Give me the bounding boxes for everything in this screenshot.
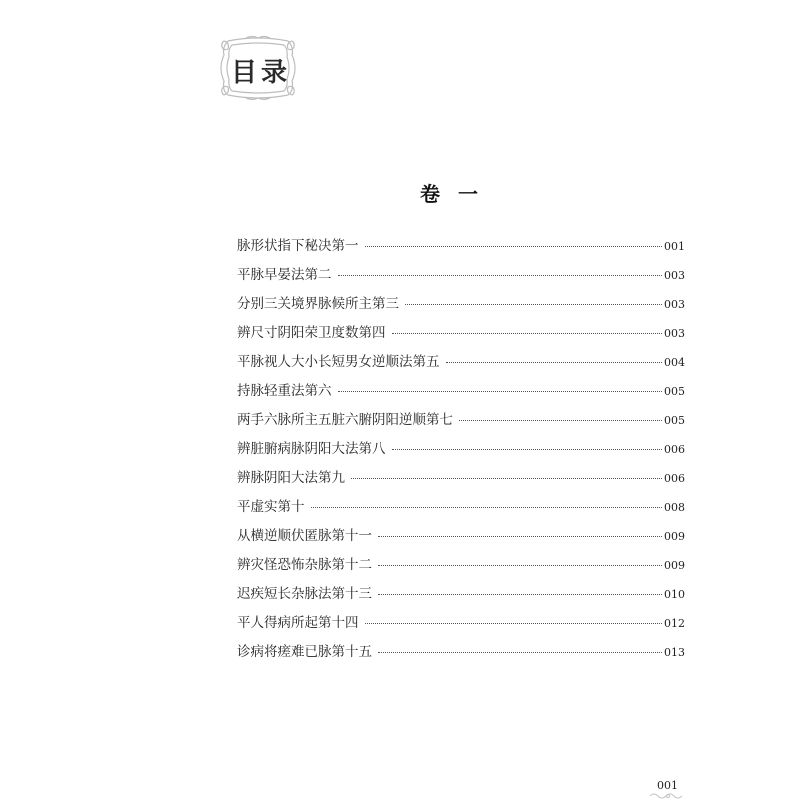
toc-entry[interactable] xyxy=(237,265,685,294)
toc-entry-page: 005 xyxy=(664,414,685,427)
dot-leader xyxy=(365,622,663,624)
dot-leader xyxy=(446,361,663,363)
toc-entry-page: 012 xyxy=(664,617,685,630)
toc-entry-page: 008 xyxy=(664,501,685,514)
toc-entry-page: 006 xyxy=(664,472,685,485)
toc-entry-title: 辨灾怪恐怖杂脉第十二 xyxy=(237,557,372,573)
toc-entry-title: 平脉早晏法第二 xyxy=(237,267,332,283)
toc-entry-title: 迟疾短长杂脉法第十三 xyxy=(237,586,372,602)
dot-leader xyxy=(338,274,663,276)
toc-entry[interactable] xyxy=(237,555,685,584)
toc-entry-title: 平脉视人大小长短男女逆顺法第五 xyxy=(237,354,440,370)
toc-entry[interactable] xyxy=(237,468,685,497)
toc-entry[interactable] xyxy=(237,526,685,555)
toc-entry-title: 从横逆顺伏匿脉第十一 xyxy=(237,528,372,544)
footer-ornament-icon xyxy=(648,792,688,800)
toc-entry-title: 平虚实第十 xyxy=(237,499,305,515)
toc-entry-page: 001 xyxy=(664,240,685,253)
toc-entry[interactable] xyxy=(237,323,685,352)
dot-leader xyxy=(378,593,662,595)
dot-leader xyxy=(338,390,663,392)
toc-entry[interactable] xyxy=(237,439,685,468)
toc-list xyxy=(237,236,685,671)
toc-entry[interactable] xyxy=(237,613,685,642)
toc-entry-title: 辨尺寸阴阳荣卫度数第四 xyxy=(237,325,386,341)
page-number: 001 xyxy=(657,779,678,792)
dot-leader xyxy=(378,535,662,537)
dot-leader xyxy=(311,506,663,508)
dot-leader xyxy=(405,303,662,305)
toc-entry-page: 003 xyxy=(664,327,685,340)
toc-entry[interactable] xyxy=(237,236,685,265)
toc-heading xyxy=(218,35,298,101)
dot-leader xyxy=(392,448,663,450)
volume-title: 卷一 xyxy=(420,182,496,206)
dot-leader xyxy=(459,419,662,421)
toc-entry-title: 两手六脉所主五脏六腑阴阳逆顺第七 xyxy=(237,412,453,428)
toc-entry-page: 009 xyxy=(664,559,685,572)
toc-entry-title: 分别三关境界脉候所主第三 xyxy=(237,296,399,312)
toc-entry-page: 013 xyxy=(664,646,685,659)
toc-entry[interactable] xyxy=(237,642,685,671)
toc-entry-page: 010 xyxy=(664,588,685,601)
toc-entry[interactable] xyxy=(237,352,685,381)
dot-leader xyxy=(378,564,662,566)
toc-entry-title: 诊病将瘥难已脉第十五 xyxy=(237,644,372,660)
toc-entry-page: 006 xyxy=(664,443,685,456)
toc-entry-title: 辨脏腑病脉阴阳大法第八 xyxy=(237,441,386,457)
toc-entry-page: 003 xyxy=(664,269,685,282)
toc-entry-title: 辨脉阴阳大法第九 xyxy=(237,470,345,486)
toc-entry[interactable] xyxy=(237,381,685,410)
dot-leader xyxy=(378,651,662,653)
toc-entry-page: 005 xyxy=(664,385,685,398)
toc-entry-title: 持脉轻重法第六 xyxy=(237,383,332,399)
toc-entry-page: 003 xyxy=(664,298,685,311)
toc-entry-title: 平人得病所起第十四 xyxy=(237,615,359,631)
dot-leader xyxy=(392,332,663,334)
dot-leader xyxy=(365,245,663,247)
toc-entry[interactable] xyxy=(237,497,685,526)
toc-entry[interactable] xyxy=(237,410,685,439)
toc-entry-page: 004 xyxy=(664,356,685,369)
toc-entry-title: 脉形状指下秘决第一 xyxy=(237,238,359,254)
toc-entry[interactable] xyxy=(237,584,685,613)
toc-entry[interactable] xyxy=(237,294,685,323)
toc-entry-page: 009 xyxy=(664,530,685,543)
toc-title: 目录 xyxy=(231,58,292,88)
dot-leader xyxy=(351,477,662,479)
